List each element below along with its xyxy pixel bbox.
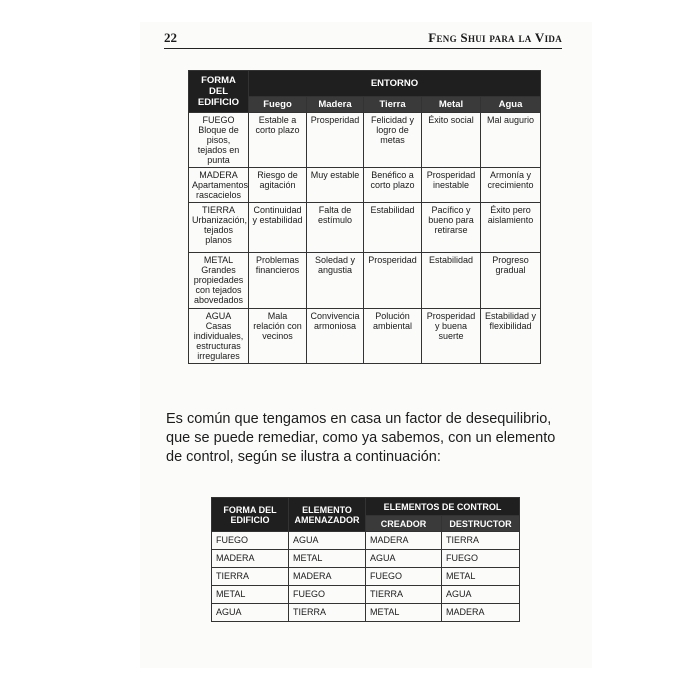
table-cell: AGUA [289,532,366,550]
header-madera: Madera [307,97,364,113]
row-form: TIERRA Urbanización, tejados planos [189,203,249,253]
table-cell: Felicidad y logro de metas [364,113,422,168]
table-cell: Muy estable [307,168,364,203]
body-paragraph: Es común que tengamos en casa un factor de desequilibrio, que se puede remediar, como ya sabemos, con un elemento de control, según se ilustra a continuación: [166,411,556,465]
table-row [189,168,541,203]
table-row [212,604,520,622]
table-row [189,203,541,253]
table-cell: Estabilidad y flexibilidad [481,309,541,364]
header-forma-edificio: FORMA DEL EDIFICIO [189,71,249,113]
header-destructor: DESTRUCTOR [442,516,520,532]
table-cell: Continuidad y estabilidad [249,203,307,253]
table-cell: FUEGO [212,532,289,550]
table-cell: Problemas financieros [249,253,307,309]
table-cell: METAL [442,568,520,586]
header-fuego: Fuego [249,97,307,113]
table-cell: MADERA [212,550,289,568]
table-cell: Armonía y crecimiento [481,168,541,203]
table-cell: Prosperidad inestable [422,168,481,203]
table-cell: Prosperidad y buena suerte [422,309,481,364]
header-agua: Agua [481,97,541,113]
table-cell: TIERRA [366,586,442,604]
header-tierra: Tierra [364,97,422,113]
table-cell: AGUA [212,604,289,622]
table-cell: Prosperidad [364,253,422,309]
table-cell: AGUA [366,550,442,568]
table-row [212,532,520,550]
table-cell: Soledad y angustia [307,253,364,309]
header-elementos-control: ELEMENTOS DE CONTROL [366,498,520,516]
control-elements-table [211,497,520,622]
table-row [212,586,520,604]
table-cell: Progreso gradual [481,253,541,309]
table-cell: Estabilidad [364,203,422,253]
header-entorno: ENTORNO [249,71,541,97]
table-cell: Éxito pero aislamiento [481,203,541,253]
header-forma-edificio: FORMA DEL EDIFICIO [212,498,289,532]
table-cell: Riesgo de agitación [249,168,307,203]
table-cell: Estabilidad [422,253,481,309]
header-metal: Metal [422,97,481,113]
table-cell: Mal augurio [481,113,541,168]
table-cell: Pacífico y bueno para retirarse [422,203,481,253]
table-cell: METAL [289,550,366,568]
table-cell: TIERRA [212,568,289,586]
row-form: METAL Grandes propiedades con tejados abovedados [189,253,249,309]
table-cell: FUEGO [442,550,520,568]
table-row [212,568,520,586]
page-header [164,30,562,49]
table-cell: Falta de estímulo [307,203,364,253]
table-row [189,309,541,364]
header-creador: CREADOR [366,516,442,532]
table-cell: Polución ambiental [364,309,422,364]
table-cell: TIERRA [289,604,366,622]
row-form: AGUA Casas individuales, estructuras irregulares [189,309,249,364]
table-cell: Estable a corto plazo [249,113,307,168]
table-cell: FUEGO [289,586,366,604]
table-row [189,113,541,168]
table-cell: MADERA [442,604,520,622]
table-cell: METAL [212,586,289,604]
table-cell: MADERA [366,532,442,550]
table-row [212,550,520,568]
table-cell: FUEGO [366,568,442,586]
table-cell: Benéfico a corto plazo [364,168,422,203]
table-cell: METAL [366,604,442,622]
table-cell: Mala relación con vecinos [249,309,307,364]
table-cell: Prosperidad [307,113,364,168]
table-cell: MADERA [289,568,366,586]
table-cell: Éxito social [422,113,481,168]
table-row [189,253,541,309]
table-cell: AGUA [442,586,520,604]
book-title: Feng Shui para la Vida [428,30,562,45]
page-number: 22 [164,30,177,45]
table-cell: Convivencia armoniosa [307,309,364,364]
row-form: FUEGO Bloque de pisos, tejados en punta [189,113,249,168]
table-cell: TIERRA [442,532,520,550]
header-elemento-amenazador: ELEMENTO AMENAZADOR [289,498,366,532]
entorno-table [188,70,541,364]
row-form: MADERA Apartamentos rascacielos [189,168,249,203]
